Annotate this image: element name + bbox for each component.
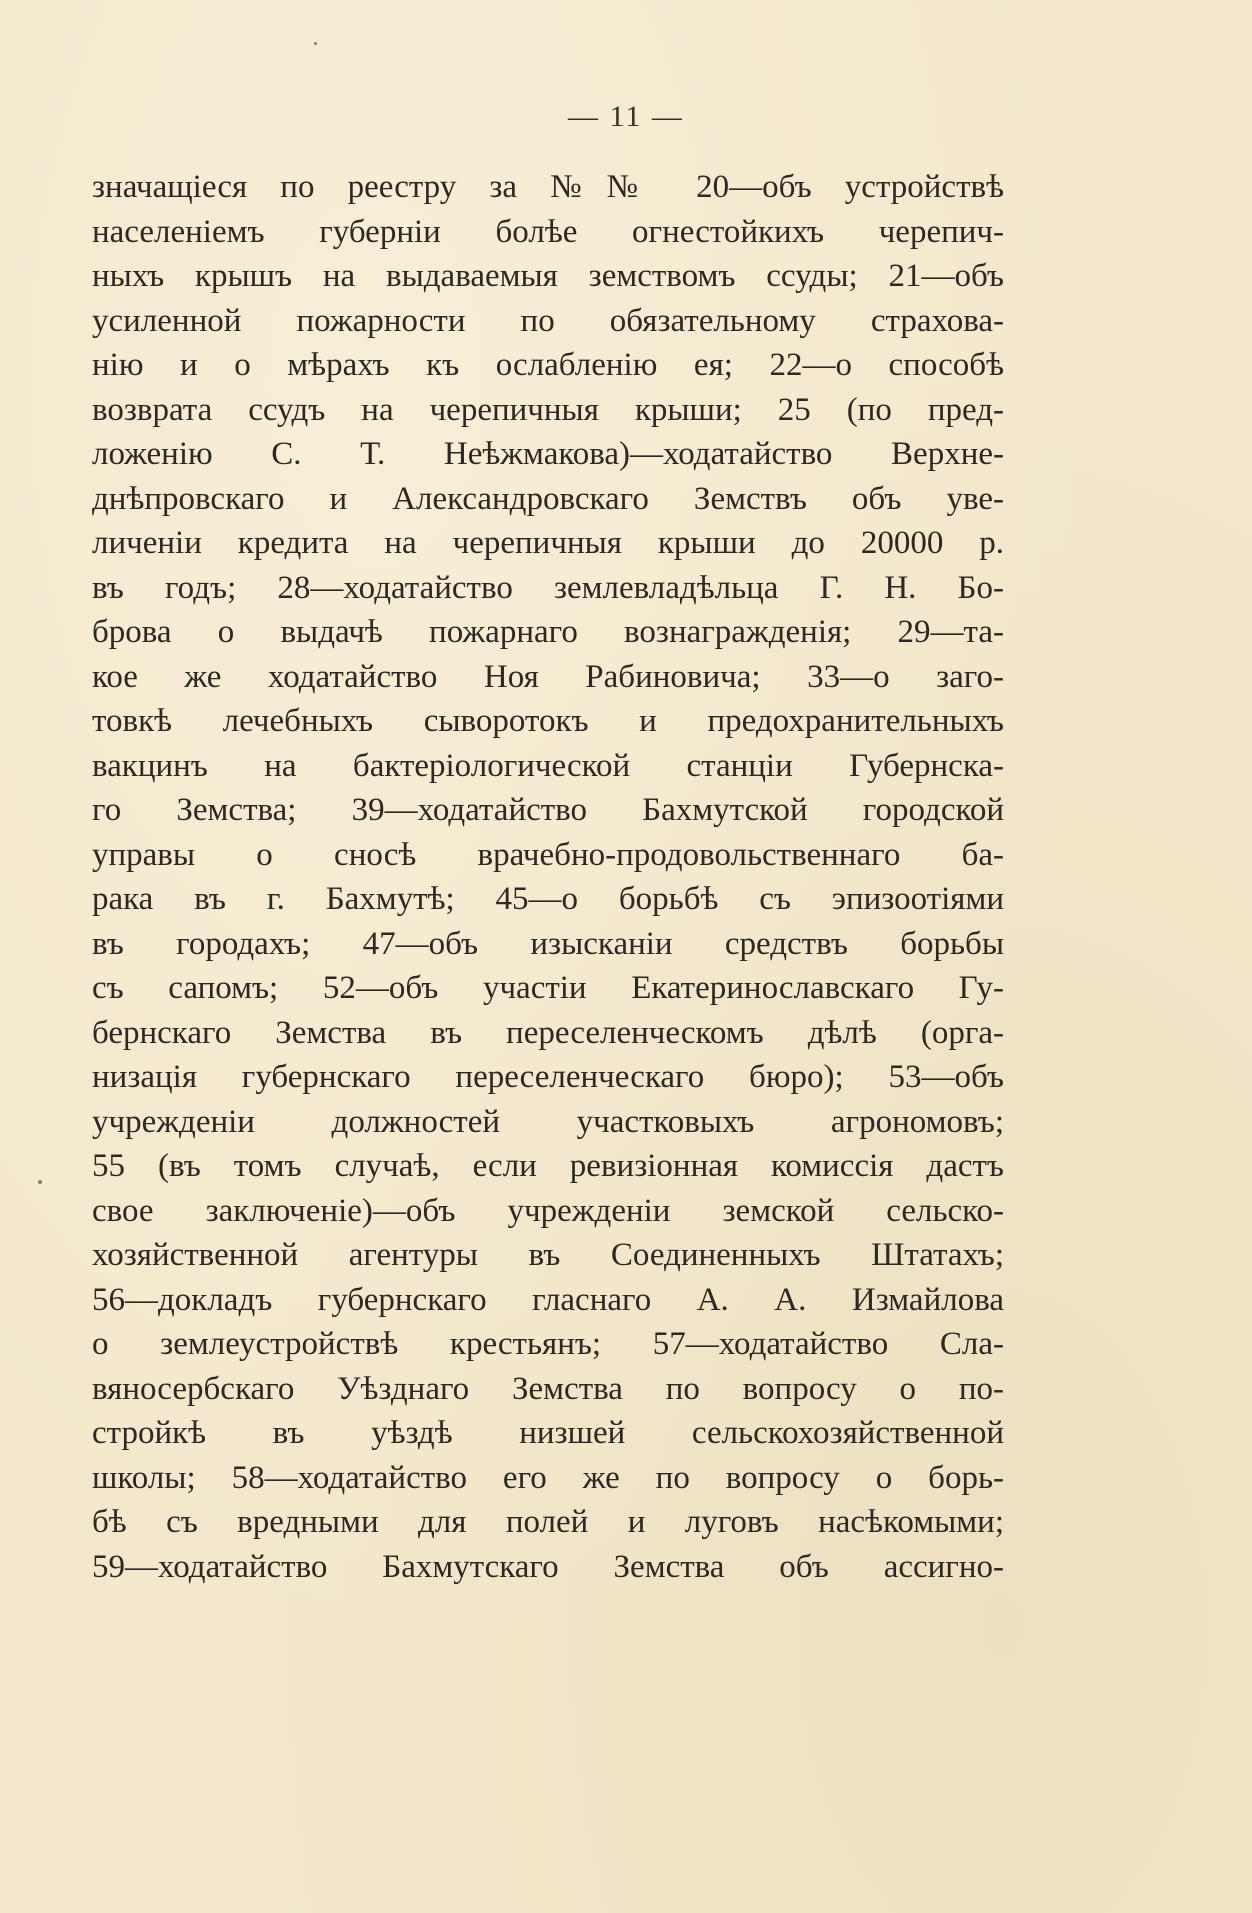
text-line: днѣпровскаго и Александровскаго Земствъ объ уве- [92, 480, 1004, 517]
text-line: ныхъ крышъ на выдаваемыя земствомъ ссуды; 21—объ [92, 258, 1004, 294]
text-line: управы о сносѣ врачебно-продовольственнаго ба- [92, 836, 1004, 873]
text-line: возврата ссудъ на черепичныя крыши; 25 (по пред- [92, 391, 1004, 428]
text-line: брова о выдачѣ пожарнаго вознагражденія; 29—та- [92, 614, 1004, 650]
text-line: товкѣ лечебныхъ сыворотокъ и предохранительныхъ [92, 703, 1004, 739]
text-line: бѣ съ вредными для полей и луговъ насѣкомыми; [92, 1504, 1004, 1540]
text-line: учрежденіи должностей участковыхъ агрономовъ; [92, 1103, 1004, 1140]
paper-speck [314, 42, 317, 45]
text-line: съ сапомъ; 52—объ участіи Екатеринославскаго Гу- [92, 970, 1004, 1006]
body-text [92, 165, 1004, 1589]
text-line: рака въ г. Бахмутѣ; 45—о борьбѣ съ эпизоотіями [92, 881, 1004, 917]
text-line: усиленной пожарности по обязательному страхова- [92, 302, 1004, 339]
text-line: хозяйственной агентуры въ Соединенныхъ Штатахъ; [92, 1237, 1004, 1273]
text-line: низація губернскаго переселенческаго бюро); 53—объ [92, 1059, 1004, 1095]
text-line: вяносербскаго Уѣзднаго Земства по вопросу о по- [92, 1370, 1004, 1407]
text-line: го Земства; 39—ходатайство Бахмутской городской [92, 792, 1004, 828]
text-line: въ годъ; 28—ходатайство землевладѣльца Г. Н. Бо- [92, 569, 1004, 606]
text-line: 59—ходатайство Бахмутскаго Земства объ ассигно- [92, 1548, 1004, 1585]
text-line: кое же ходатайство Ноя Рабиновича; 33—о заго- [92, 658, 1004, 695]
text-line: личеніи кредита на черепичныя крыши до 20000 р. [92, 525, 1004, 561]
text-line: 55 (въ томъ случаѣ, если ревизіонная комиссія дастъ [92, 1148, 1004, 1184]
text-line: ложенію С. Т. Неѣжмакова)—ходатайство Верхне- [92, 436, 1004, 472]
text-line: населеніемъ губерніи болѣе огнестойкихъ черепич- [92, 213, 1004, 250]
text-line: школы; 58—ходатайство его же по вопросу о борь- [92, 1459, 1004, 1496]
paper-speck [38, 1180, 42, 1184]
text-line: въ городахъ; 47—объ изысканіи средствъ борьбы [92, 925, 1004, 962]
page-number: — 11 — [568, 100, 684, 133]
text-line: стройкѣ въ уѣздѣ низшей сельскохозяйственной [92, 1415, 1004, 1451]
text-line: нію и о мѣрахъ къ ослабленію ея; 22—о способѣ [92, 347, 1004, 383]
text-line: бернскаго Земства въ переселенческомъ дѣлѣ (орга- [92, 1014, 1004, 1051]
text-line: о землеустройствѣ крестьянъ; 57—ходатайство Сла- [92, 1326, 1004, 1362]
text-line: значащіеся по реестру за №№ 20—объ устройствѣ [92, 169, 1004, 205]
text-line: 56—докладъ губернскаго гласнаго А. А. Измайлова [92, 1281, 1004, 1318]
text-line: свое заключеніе)—объ учрежденіи земской сельско- [92, 1192, 1004, 1229]
text-line: вакцинъ на бактеріологической станціи Губернска- [92, 747, 1004, 784]
